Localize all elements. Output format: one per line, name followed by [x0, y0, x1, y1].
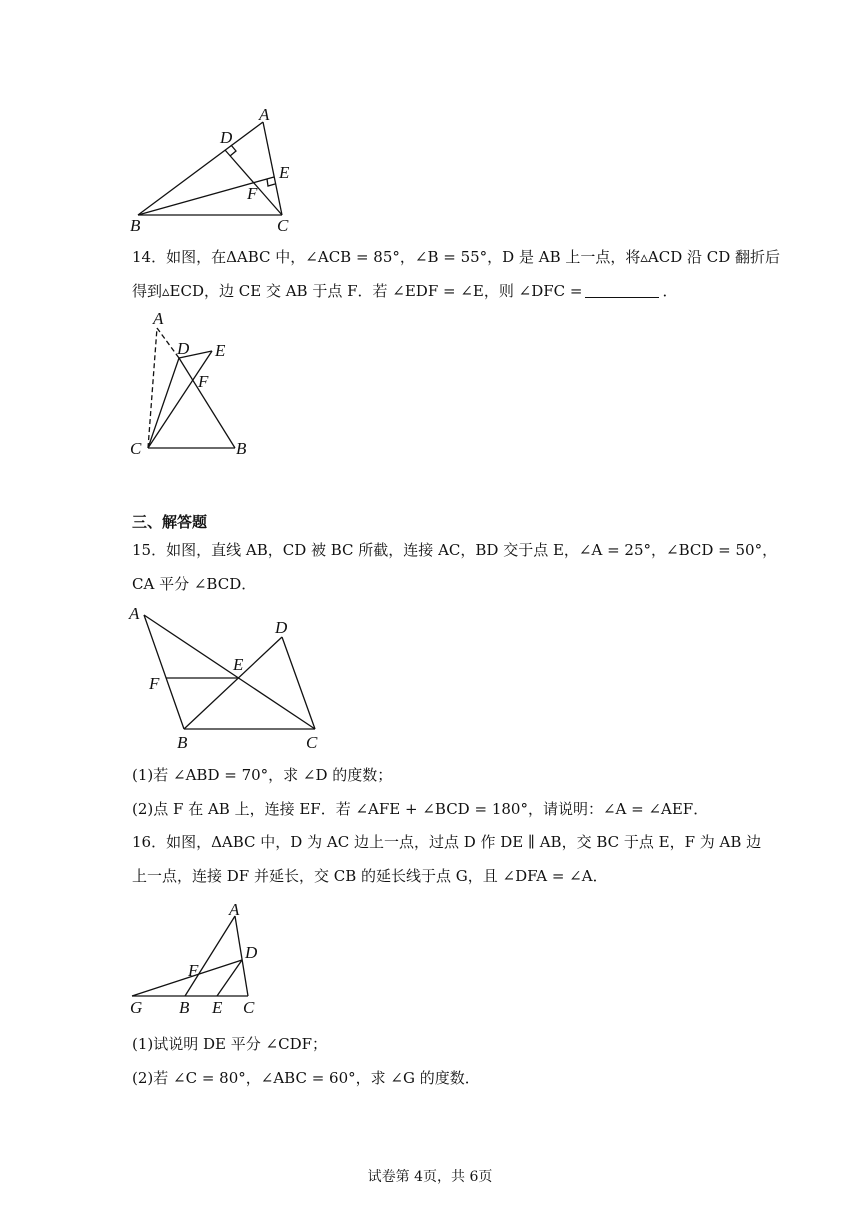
label-D: D	[245, 943, 258, 962]
seg-CE	[148, 351, 212, 448]
q16-line1: 16．如图，ΔABC 中，D 为 AC 边上一点，过点 D 作 DE ∥ AB，交 BC 于点 E，F 为 AB 边	[132, 833, 762, 851]
seg-CA-dashed	[148, 328, 157, 448]
figure-q14	[126, 306, 266, 466]
seg-AD-dashed	[157, 328, 179, 358]
figure-q13	[128, 105, 308, 235]
label-C: C	[277, 216, 289, 235]
q16-sub1: (1)试说明 DE 平分 ∠CDF；	[132, 1035, 328, 1053]
label-D: D	[220, 128, 233, 147]
q15-line2: CA 平分 ∠BCD．	[132, 575, 257, 593]
label-D: D	[275, 618, 288, 637]
q14-line1: 14．如图，在ΔABC 中，∠ACB = 85°，∠B = 55°，D 是 AB 上一点，将▵ACD 沿 CD 翻折后	[132, 248, 781, 266]
label-E: E	[233, 655, 244, 674]
seg-AB	[144, 615, 184, 729]
section-title: 三、解答题	[132, 513, 208, 531]
label-A: A	[229, 900, 240, 919]
figure-q15	[126, 600, 331, 752]
seg-BA	[138, 122, 263, 215]
seg-DC	[282, 637, 315, 729]
label-F: F	[198, 372, 209, 391]
seg-BA	[185, 916, 235, 996]
label-A: A	[129, 604, 140, 623]
label-F: F	[149, 674, 160, 693]
label-A: A	[259, 105, 270, 124]
figure-q16	[126, 900, 276, 1020]
seg-AC	[144, 615, 315, 729]
label-B: B	[236, 439, 247, 458]
label-B: B	[130, 216, 141, 235]
label-C: C	[306, 733, 318, 752]
page-footer: 试卷第 4页，共 6页	[367, 1169, 493, 1185]
seg-GD	[132, 960, 242, 996]
seg-CD	[148, 358, 179, 448]
label-C: C	[243, 998, 255, 1017]
label-E: E	[212, 998, 223, 1017]
label-C: C	[130, 439, 142, 458]
label-F: F	[188, 961, 199, 980]
label-B: B	[179, 998, 190, 1017]
label-A: A	[153, 309, 164, 328]
label-D: D	[177, 339, 190, 358]
q14-line2-end: ．	[662, 282, 678, 300]
answer-blank[interactable]	[585, 283, 659, 298]
label-E: E	[279, 163, 290, 182]
q15-sub1: (1)若 ∠ABD = 70°，求 ∠D 的度数；	[132, 766, 393, 784]
q14-line2	[132, 281, 677, 301]
label-G: G	[130, 998, 143, 1017]
label-F: F	[247, 184, 258, 203]
q15-line1: 15．如图，直线 AB，CD 被 BC 所截，连接 AC，BD 交于点 E，∠A = 25°，∠BCD = 50°，	[132, 541, 778, 559]
seg-DE	[217, 960, 242, 996]
label-B: B	[177, 733, 188, 752]
q14-line2-text: 得到▵ECD，边 CE 交 AB 于点 F．若 ∠EDF = ∠E，则 ∠DFC =	[132, 282, 583, 300]
label-E: E	[215, 341, 226, 360]
q16-line2: 上一点，连接 DF 并延长，交 CB 的延长线于点 G，且 ∠DFA = ∠A．	[132, 867, 608, 885]
q16-sub2: (2)若 ∠C = 80°，∠ABC = 60°，求 ∠G 的度数．	[132, 1069, 480, 1087]
right-angle-E	[267, 179, 275, 186]
q15-sub2: (2)点 F 在 AB 上，连接 EF．若 ∠AFE + ∠BCD = 180°，请说明：∠A = ∠AEF．	[132, 800, 709, 818]
